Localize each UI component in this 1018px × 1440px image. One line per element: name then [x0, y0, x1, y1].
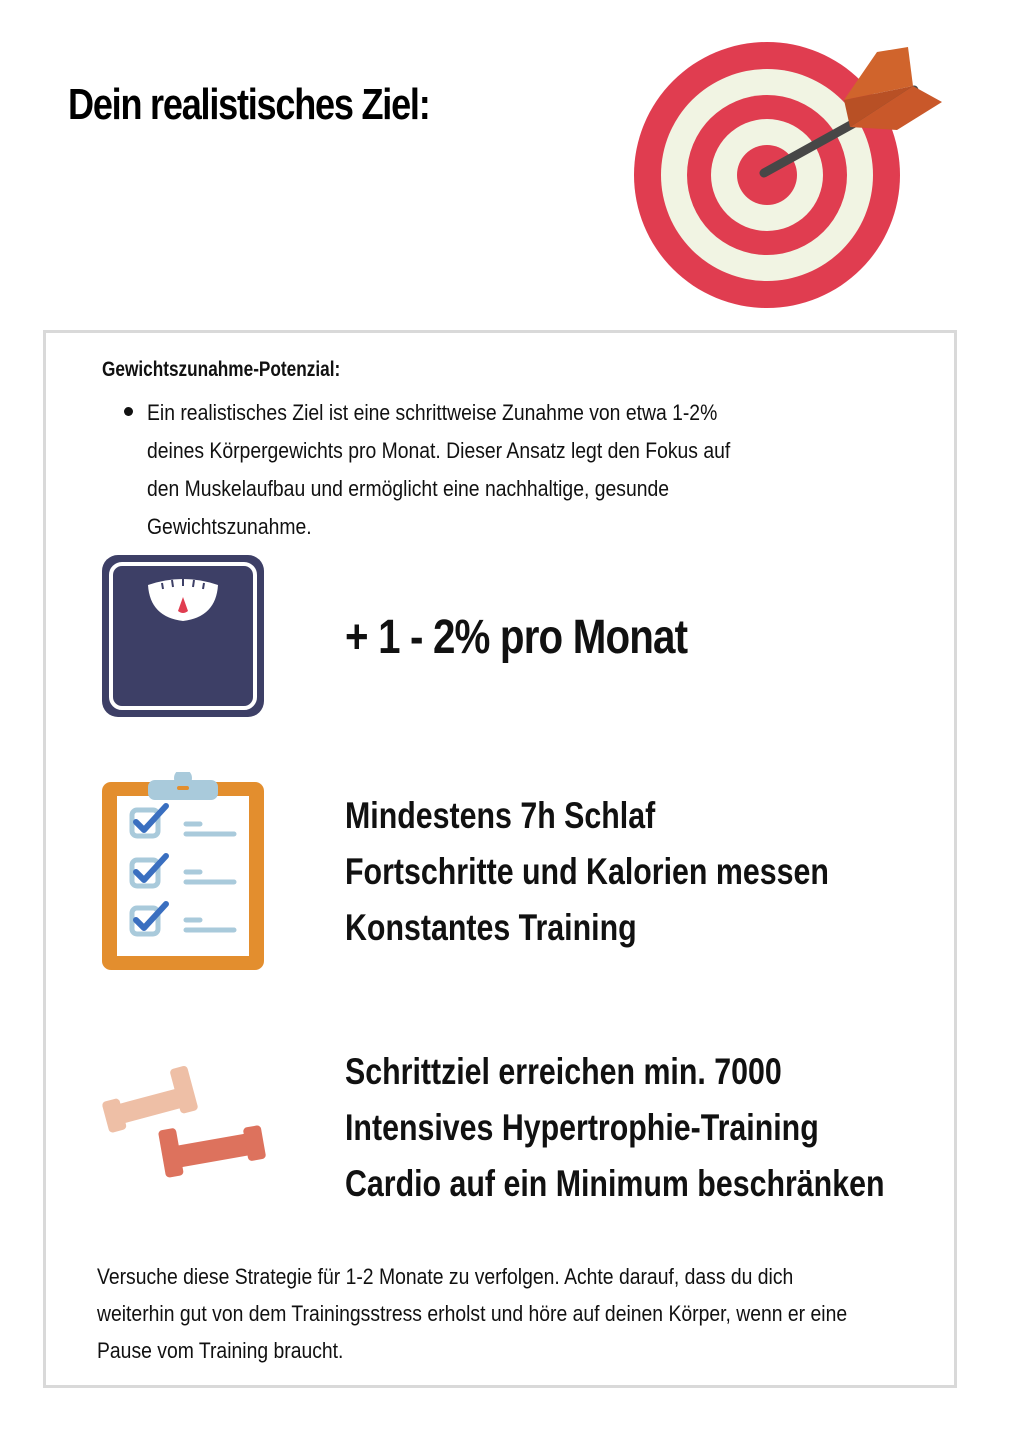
- page-title: Dein realistisches Ziel:: [68, 80, 430, 129]
- potential-heading: Gewichtszunahme-Potenzial:: [102, 358, 341, 381]
- checklist-item: Fortschritte und Kalorien messen: [345, 851, 829, 892]
- bullet-dot: [124, 407, 133, 416]
- checklist-item: Konstantes Training: [345, 907, 637, 948]
- training-item: Schrittziel erreichen min. 7000: [345, 1051, 782, 1092]
- potential-bullet-text: Ein realistisches Ziel ist eine schrittweise Zunahme von etwa 1-2% deines Körpergewichts pro Monat. Dieser Ansatz legt den Fokus auf den Muskelaufbau und ermöglicht eine nachhaltige, gesunde Gewichtszunahme.: [147, 400, 731, 539]
- scale-headline: + 1 - 2% pro Monat: [345, 611, 688, 664]
- footer-text: Versuche diese Strategie für 1-2 Monate zu verfolgen. Achte darauf, dass du dich weiterhin gut von dem Trainingsstress erholst und höre auf deinen Körper, wenn er eine Pause vom Training braucht.: [97, 1264, 848, 1363]
- potential-bullet: [124, 394, 824, 546]
- checklist-items: [345, 788, 935, 956]
- training-items: [345, 1044, 1003, 1212]
- training-item: Cardio auf ein Minimum beschränken: [345, 1163, 885, 1204]
- clipboard-checklist-icon: [102, 772, 264, 970]
- dumbbells-icon: [100, 1066, 268, 1184]
- training-item: Intensives Hypertrophie-Training: [345, 1107, 819, 1148]
- target-icon: [632, 42, 948, 308]
- bathroom-scale-icon: [102, 555, 264, 717]
- checklist-item: Mindestens 7h Schlaf: [345, 795, 656, 836]
